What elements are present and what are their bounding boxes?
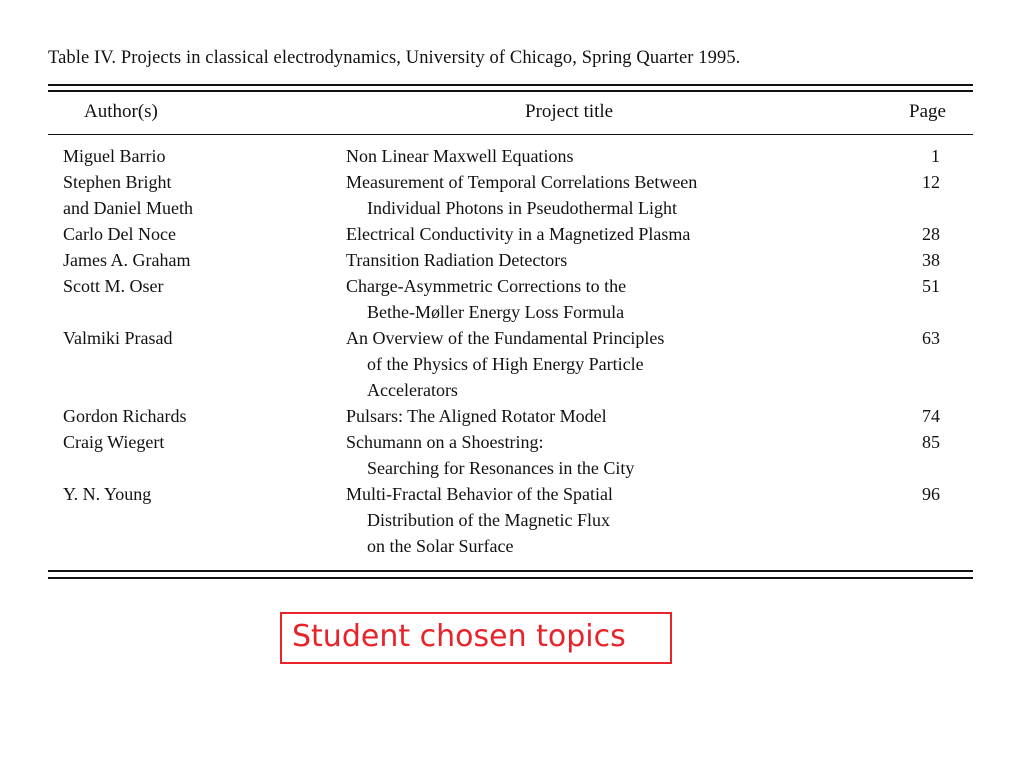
author-line: Valmiki Prasad [63,328,173,348]
title-line: Measurement of Temporal Correlations Between [346,172,698,192]
author-cell [63,429,164,455]
title-line: on the Solar Surface [367,536,514,556]
author-cell [63,403,186,429]
title-line: Searching for Resonances in the City [367,458,635,478]
header-author: Author(s) [84,101,158,122]
title-line: Schumann on a Shoestring: [346,432,544,452]
header-rule [48,134,973,135]
author-line: and Daniel Mueth [63,198,193,218]
title-line: An Overview of the Fundamental Principles [346,328,665,348]
title-line: Multi-Fractal Behavior of the Spatial [346,484,613,504]
title-cell [346,247,567,273]
title-line: Pulsars: The Aligned Rotator Model [346,406,607,426]
title-line: Bethe-Møller Energy Loss Formula [367,302,625,322]
author-cell [63,143,165,169]
page-cell: 28 [922,224,940,244]
author-line: Scott M. Oser [63,276,164,296]
title-line: Individual Photons in Pseudothermal Light [367,198,677,218]
author-cell [63,273,164,299]
title-cell [346,481,613,559]
page-cell: 38 [922,250,940,270]
title-cell [346,273,626,325]
page-cell: 74 [922,406,940,426]
page-cell: 85 [922,432,940,452]
table-caption: Table IV. Projects in classical electrodynamics, University of Chicago, Spring Quarter 1995. [48,48,741,68]
title-cell [346,143,573,169]
author-cell [63,247,190,273]
author-cell [63,325,173,351]
page-cell: 1 [931,146,940,166]
page-cell: 51 [922,276,940,296]
author-line: James A. Graham [63,250,191,270]
title-line: Charge-Asymmetric Corrections to the [346,276,627,296]
page-cell: 96 [922,484,940,504]
title-line: Electrical Conductivity in a Magnetized Plasma [346,224,691,244]
title-line: Transition Radiation Detectors [346,250,568,270]
author-cell [63,221,176,247]
author-line: Y. N. Young [63,484,152,504]
annotation-text: Student chosen topics [292,619,626,654]
top-rule-2 [48,90,973,92]
author-line: Stephen Bright [63,172,172,192]
title-line: of the Physics of High Energy Particle [367,354,644,374]
author-cell [63,169,193,221]
header-page: Page [909,101,946,122]
author-line: Gordon Richards [63,406,187,426]
title-cell [346,325,664,403]
title-cell [346,169,697,221]
page-cell: 12 [922,172,940,192]
page-cell: 63 [922,328,940,348]
title-cell [346,221,690,247]
author-line: Craig Wiegert [63,432,165,452]
annotation-box [280,612,672,664]
header-title: Project title [525,101,614,122]
title-cell [346,429,634,481]
top-rule-1 [48,84,973,86]
author-line: Miguel Barrio [63,146,166,166]
author-line: Carlo Del Noce [63,224,176,244]
title-cell [346,403,607,429]
title-line: Distribution of the Magnetic Flux [367,510,610,530]
title-line: Non Linear Maxwell Equations [346,146,574,166]
title-line: Accelerators [367,380,458,400]
bottom-rule-2 [48,577,973,579]
author-cell [63,481,151,507]
bottom-rule-1 [48,570,973,572]
